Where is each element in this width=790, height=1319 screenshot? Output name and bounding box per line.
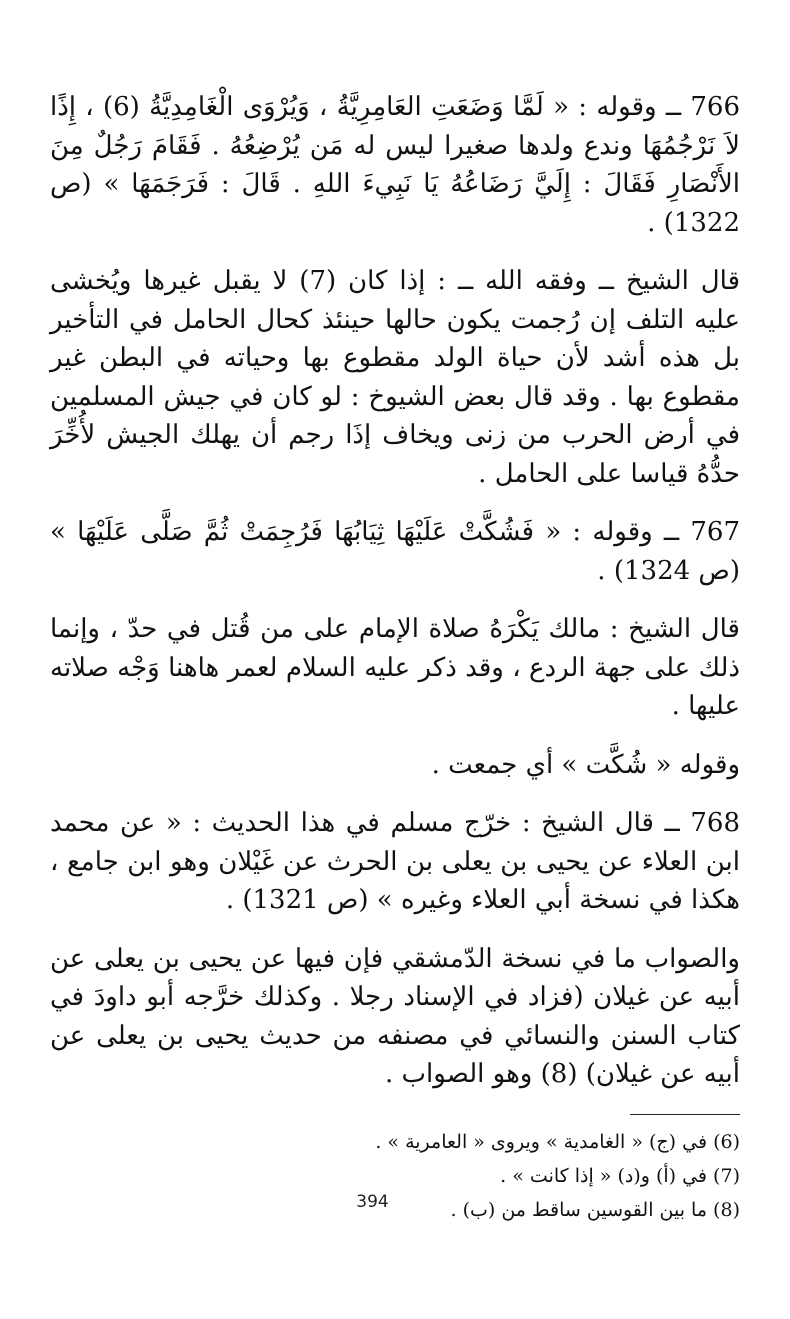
paragraph-768: 768 ــ قال الشيخ : خرّج مسلم في هذا الحديث : « عن محمد ابن العلاء عن يحيى بن يعلى بن الحرث عن غَيْلان وهو ابن جامع ، هكذا في نسخة أبي العلاء وغيره » (ص 1321) . bbox=[50, 808, 740, 915]
paragraph-word-gloss: وقوله « شُكَّت » أي جمعت . bbox=[431, 749, 740, 780]
paragraph-correction: والصواب ما في نسخة الدّمشقي فإن فيها عن يحيى بن يعلى عن أبيه عن غيلان (فزاد في الإسناد رجلا . وكذلك خرَّجه أبو داودَ في كتاب السنن والنسائي في مصنفه من حديث يحيى بن يعلى عن أبيه عن غيلان) (8) وهو الصواب . bbox=[50, 943, 740, 1089]
page-number: 394 bbox=[356, 1192, 389, 1212]
paragraph-commentary-1: قال الشيخ ــ وفقه الله ــ : إذا كان (7) لا يقبل غيرها ويُخشى عليه التلف إن رُجمت يكون حالها حينئذ كحال الحامل في التأخير بل هذه أشد لأن حياة الولد مقطوع بها وحياته في البطن غير مقطوع بها . وقد قال بعض الشيوخ : لو كان في جيش المسلمين في أرض الحرب من زنى ويخاف إذَا رجم أن يهلك الجيش لأُخِّرَ حدُّهُ قياسا على الحامل . bbox=[50, 266, 740, 489]
paragraph-767: 767 ــ وقوله : « فَشُكَّتْ عَلَيْهَا ثِيَابُهَا فَرُجِمَتْ ثُمَّ صَلَّى عَلَيْهَا » (ص 1324) . bbox=[50, 517, 740, 586]
footnote-divider bbox=[630, 1114, 740, 1115]
footnote-8: (8) ما بين القوسين ساقط من (ب) . bbox=[450, 1198, 740, 1221]
page-body bbox=[50, 88, 740, 1268]
paragraph-766: 766 ــ وقوله : « لَمَّا وَضَعَتِ العَامِرِيَّةُ ، وَيُرْوَى الْغَامِدِيَّةُ (6) ، إِذًا لاَ نَرْجُمُهَا وندع ولدها صغيرا ليس له مَن يُرْضِعُهُ . فَقَامَ رَجُلٌ مِنَ الأَنْصَارِ فَقَالَ : إِلَيَّ رَضَاعُهُ يَا نَبِيءَ اللهِ . قَالَ : فَرَجَمَهَا » (ص 1322) . bbox=[50, 92, 741, 238]
footnote-7: (7) في (أ) و(د) « إذا كانت » . bbox=[500, 1164, 740, 1187]
footnote-6: (6) في (ج) « الغامدية » ويروى « العامرية » . bbox=[375, 1130, 740, 1153]
paragraph-commentary-2: قال الشيخ : مالك يَكْرَهُ صلاة الإمام على من قُتل في حدّ ، وإنما ذلك على جهة الردع ، وقد ذكر عليه السلام لعمر هاهنا وَجْه صلاته عليها . bbox=[50, 614, 740, 721]
